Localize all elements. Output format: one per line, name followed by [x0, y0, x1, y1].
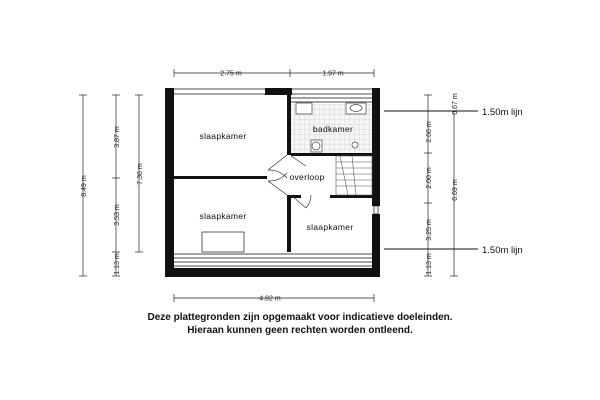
staircase: [336, 156, 372, 195]
dimension-bottom-label: 4.82 m: [259, 295, 281, 303]
dimension-left-lower: 3.53 m: [114, 204, 121, 226]
lijn-upper-label: 1.50m lijn: [482, 107, 523, 118]
dimension-top-right: 1.97 m: [322, 70, 344, 78]
dimension-right-1: 2.66 m: [426, 121, 433, 143]
window-right: [374, 206, 378, 214]
dimension-right-2: 2.00 m: [426, 167, 433, 189]
dimension-left-upper: 3.87 m: [114, 126, 121, 148]
disclaimer-line-2: Hieraan kunnen geen rechten worden ontleend.: [187, 325, 413, 336]
lijn-lower-label: 1.50m lijn: [482, 245, 523, 256]
room-label-slaapkamer-3: slaapkamer: [306, 222, 354, 232]
dimension-left-inner: 7.36 m: [137, 163, 144, 185]
closet: [202, 232, 244, 252]
room-label-slaapkamer-1: slaapkamer: [199, 131, 247, 141]
dimension-left-total: 8.49 m: [81, 175, 88, 197]
dimension-right-total: 6.69 m: [452, 179, 459, 201]
room-label-badkamer: badkamer: [312, 124, 354, 134]
room-label-overloop: overloop: [289, 172, 325, 182]
dimension-top: [174, 69, 374, 77]
dimension-right-3: 3.25 m: [426, 219, 433, 241]
dimension-right-top: 0.67 m: [452, 93, 459, 115]
dimension-left: [79, 95, 143, 276]
room-label-slaapkamer-2: slaapkamer: [199, 211, 247, 221]
disclaimer-line-1: Deze plattegronden zijn opgemaakt voor indicatieve doeleinden.: [147, 312, 453, 323]
dimension-left-bottom: 1.13 m: [114, 253, 121, 275]
dimension-right-bottom: 1.13 m: [426, 253, 433, 275]
dimension-top-left: 2.75 m: [220, 70, 242, 78]
